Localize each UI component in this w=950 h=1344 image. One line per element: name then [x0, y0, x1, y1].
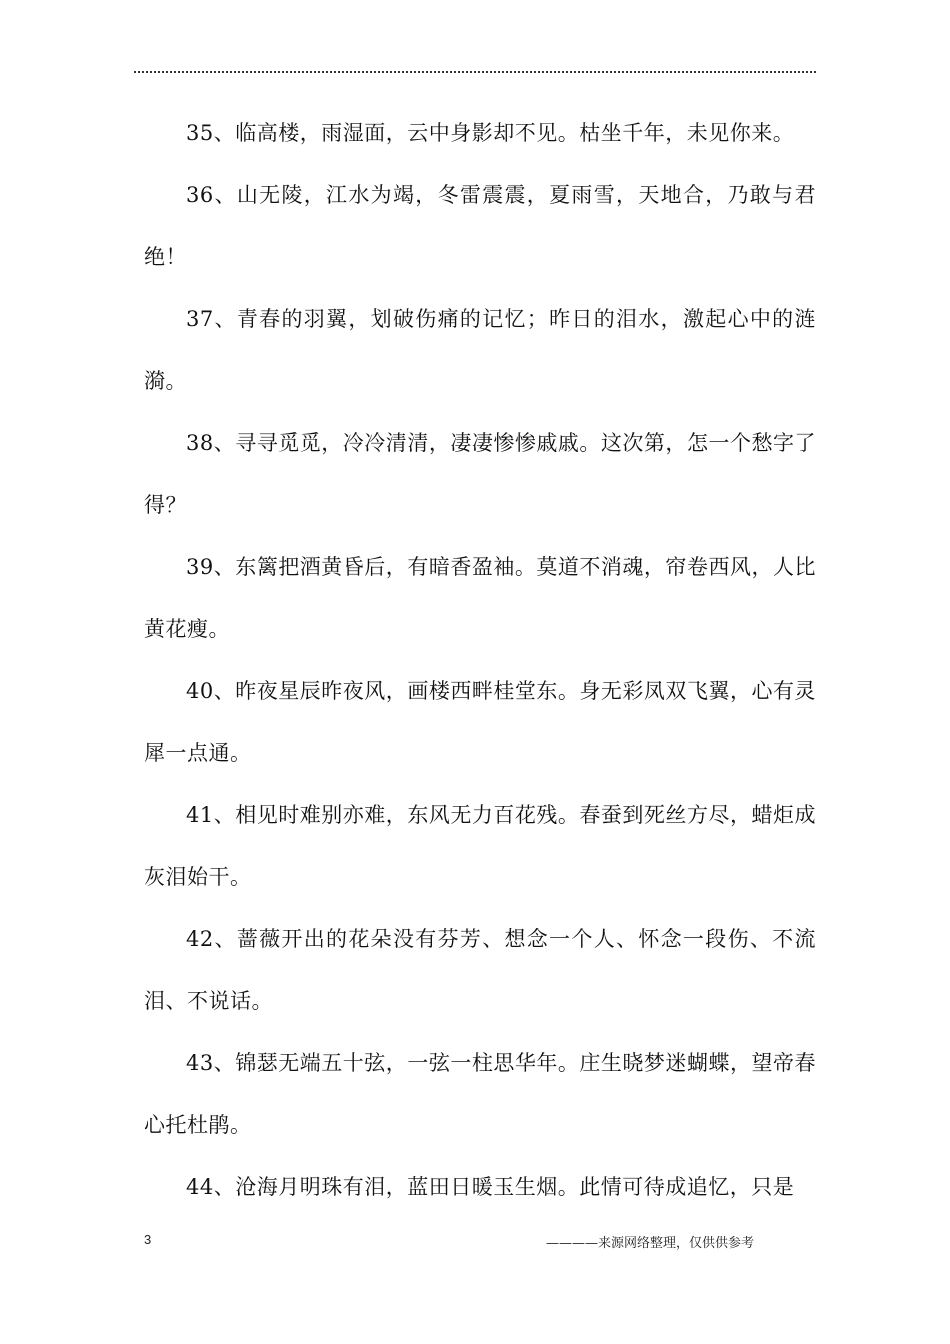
paragraph: 41、相见时难别亦难，东风无力百花残。春蚕到死丝方尽，蜡炬成灰泪始干。 [144, 803, 816, 889]
paragraph: 43、锦瑟无端五十弦，一弦一柱思华年。庄生晓梦迷蝴蝶，望帝春心托杜鹃。 [144, 1051, 816, 1137]
paragraph: 36、山无陵，江水为竭，冬雷震震，夏雨雪，天地合，乃敢与君绝！ [144, 183, 816, 269]
paragraph: 40、昨夜星辰昨夜风，画楼西畔桂堂东。身无彩凤双飞翼，心有灵犀一点通。 [144, 679, 816, 765]
paragraph: 39、东篱把酒黄昏后，有暗香盈袖。莫道不消魂，帘卷西风，人比黄花瘦。 [144, 555, 816, 641]
paragraph: 37、青春的羽翼，划破伤痛的记忆；昨日的泪水，激起心中的涟漪。 [144, 307, 816, 393]
paragraph: 35、临高楼，雨湿面，云中身影却不见。枯坐千年，未见你来。 [186, 121, 795, 145]
paragraph: 42、蔷薇开出的花朵没有芬芳、想念一个人、怀念一段伤、不流泪、不说话。 [144, 927, 816, 1013]
footer-source-note: ————来源网络整理，仅供供参考 [546, 1236, 755, 1251]
page-number: 3 [144, 1232, 152, 1247]
paragraph: 38、寻寻觅觅，冷冷清清，凄凄惨惨戚戚。这次第，怎一个愁字了得？ [144, 431, 816, 517]
paragraph: 44、沧海月明珠有泪，蓝田日暖玉生烟。此情可待成追忆，只是 [186, 1175, 795, 1199]
header-divider [134, 71, 816, 73]
document-body [144, 102, 816, 1218]
